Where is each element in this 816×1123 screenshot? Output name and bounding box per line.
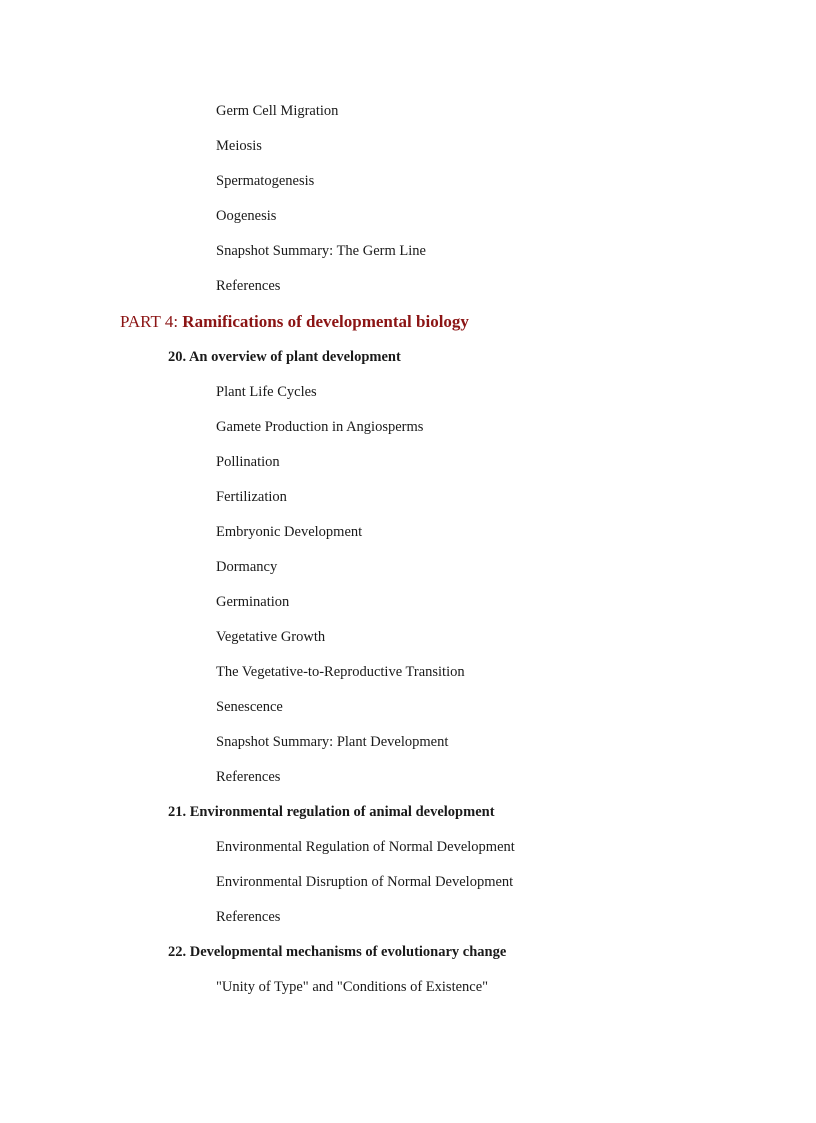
toc-item[interactable]: Plant Life Cycles bbox=[216, 384, 317, 400]
toc-item-oogenesis[interactable]: Oogenesis bbox=[216, 208, 277, 224]
chapter-heading-22[interactable]: 22. Developmental mechanisms of evolutionary change bbox=[168, 944, 507, 960]
toc-item[interactable]: References bbox=[216, 909, 281, 925]
toc-item[interactable]: Embryonic Development bbox=[216, 524, 363, 540]
toc-item-meiosis[interactable]: Meiosis bbox=[216, 138, 262, 154]
toc-item[interactable]: "Unity of Type" and "Conditions of Existence" bbox=[216, 979, 489, 995]
toc-item-snapshot-germ-line[interactable]: Snapshot Summary: The Germ Line bbox=[216, 243, 426, 259]
chapter-heading-21[interactable]: 21. Environmental regulation of animal development bbox=[168, 804, 495, 820]
toc-item-germ-cell-migration[interactable]: Germ Cell Migration bbox=[216, 103, 339, 119]
toc-item[interactable]: Environmental Disruption of Normal Development bbox=[216, 874, 514, 890]
toc-item[interactable]: Senescence bbox=[216, 699, 283, 715]
toc-item[interactable]: Fertilization bbox=[216, 489, 287, 505]
toc-item-references[interactable]: References bbox=[216, 278, 281, 294]
toc-item[interactable]: Environmental Regulation of Normal Development bbox=[216, 839, 515, 855]
toc-item[interactable]: The Vegetative-to-Reproductive Transition bbox=[216, 664, 465, 680]
part-title: Ramifications of developmental biology bbox=[182, 312, 469, 331]
toc-item[interactable]: Snapshot Summary: Plant Development bbox=[216, 734, 449, 750]
toc-item[interactable]: Germination bbox=[216, 594, 290, 610]
toc-item[interactable]: Pollination bbox=[216, 454, 280, 470]
part-label: PART 4: bbox=[120, 312, 183, 331]
toc-item[interactable]: Vegetative Growth bbox=[216, 629, 326, 645]
toc-item[interactable]: References bbox=[216, 769, 281, 785]
toc-item-spermatogenesis[interactable]: Spermatogenesis bbox=[216, 173, 315, 189]
toc-item[interactable]: Gamete Production in Angiosperms bbox=[216, 419, 424, 435]
toc-item[interactable]: Dormancy bbox=[216, 559, 278, 575]
part-heading[interactable] bbox=[120, 313, 469, 330]
chapter-heading-20[interactable]: 20. An overview of plant development bbox=[168, 349, 401, 365]
